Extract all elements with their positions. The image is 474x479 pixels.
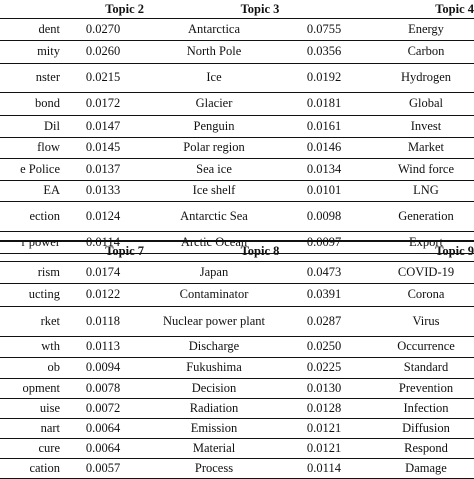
table-row <box>0 458 474 478</box>
keyword-cell: Penguin <box>193 118 235 133</box>
keyword-cell: EA <box>43 183 60 198</box>
weight-cell: 0.0287 <box>306 313 342 328</box>
weight-cell: 0.0128 <box>306 400 342 415</box>
keyword-cell: Fukushima <box>186 360 242 375</box>
weight-cell: 0.0755 <box>306 21 342 36</box>
keyword-cell: cation <box>29 460 60 475</box>
keyword-cell: nart <box>40 420 60 435</box>
weight-cell: 0.0147 <box>85 118 121 133</box>
keyword-cell: Standard <box>403 360 449 375</box>
keyword-cell: Virus <box>412 313 440 328</box>
keyword-cell: Radiation <box>189 400 239 415</box>
table-row <box>0 261 474 283</box>
weight-cell: 0.0101 <box>306 183 342 198</box>
header-row <box>0 241 474 261</box>
weight-cell: 0.0121 <box>306 440 342 455</box>
keyword-cell: Energy <box>408 21 444 36</box>
weight-cell: 0.0124 <box>85 208 121 223</box>
weight-cell: 0.0134 <box>306 161 342 176</box>
keyword-cell: Occurrence <box>397 339 455 354</box>
keyword-cell: Hydrogen <box>401 70 451 85</box>
weight-cell: 0.0064 <box>85 440 121 455</box>
weight-cell: 0.0473 <box>306 264 342 279</box>
table-row <box>0 418 474 438</box>
topic-header: Topic 8 <box>240 243 280 258</box>
keyword-cell: Prevention <box>398 380 454 395</box>
table-row <box>0 283 474 306</box>
weight-cell: 0.0114 <box>307 460 341 475</box>
weight-cell: 0.0098 <box>306 208 342 223</box>
weight-cell: 0.0145 <box>85 140 121 155</box>
table-row <box>0 438 474 458</box>
keyword-cell: ucting <box>28 287 60 302</box>
table-row <box>0 18 474 40</box>
keyword-cell: Discharge <box>188 339 240 354</box>
weight-cell: 0.0113 <box>86 339 120 354</box>
weight-cell: 0.0057 <box>85 460 121 475</box>
keyword-cell: Diffusion <box>402 420 450 435</box>
table-row <box>0 398 474 418</box>
keyword-cell: dent <box>38 21 60 36</box>
keyword-cell: Invest <box>410 118 442 133</box>
keyword-cell: uise <box>39 400 60 415</box>
keyword-cell: flow <box>37 140 60 155</box>
weight-cell: 0.0172 <box>85 96 121 111</box>
weight-cell: 0.0391 <box>306 287 342 302</box>
topic-header: Topic 3 <box>240 1 280 16</box>
keyword-cell: Emission <box>190 420 238 435</box>
keyword-cell: Wind force <box>397 161 455 176</box>
weight-cell: 0.0122 <box>85 287 121 302</box>
keyword-cell: ection <box>29 208 60 223</box>
keyword-cell: mity <box>37 44 60 59</box>
weight-cell: 0.0260 <box>85 44 121 59</box>
weight-cell: 0.0356 <box>306 44 342 59</box>
weight-cell: 0.0118 <box>86 313 120 328</box>
table-row <box>0 40 474 63</box>
table-row <box>0 158 474 180</box>
keyword-cell: Damage <box>405 460 447 475</box>
keyword-cell: Market <box>407 140 445 155</box>
weight-cell: 0.0225 <box>306 360 342 375</box>
keyword-cell: Sea ice <box>196 161 232 176</box>
keyword-cell: Respond <box>404 440 448 455</box>
weight-cell: 0.0072 <box>85 400 121 415</box>
keyword-cell: Antarctic Sea <box>180 208 248 223</box>
keyword-cell: Decision <box>191 380 237 395</box>
table-rule <box>0 240 474 242</box>
keyword-cell: wth <box>41 339 60 354</box>
weight-cell: 0.0192 <box>306 70 342 85</box>
keyword-cell: Generation <box>398 208 454 223</box>
keyword-cell: e Police <box>20 161 60 176</box>
table-row <box>0 336 474 357</box>
weight-cell: 0.0137 <box>85 161 121 176</box>
topic-header: Topic 2 <box>105 1 144 16</box>
keyword-cell: LNG <box>413 183 439 198</box>
weight-cell: 0.0161 <box>306 118 342 133</box>
keyword-cell: Dil <box>44 118 60 133</box>
weight-cell: 0.0121 <box>306 420 342 435</box>
table-row <box>0 357 474 378</box>
weight-cell: 0.0181 <box>306 96 342 111</box>
keyword-cell: COVID-19 <box>397 264 455 279</box>
keyword-cell: opment <box>22 380 60 395</box>
weight-cell: 0.0133 <box>85 183 121 198</box>
table-row <box>0 115 474 137</box>
weight-cell: 0.0250 <box>306 339 342 354</box>
keyword-cell: Ice shelf <box>192 183 236 198</box>
table-row <box>0 306 474 336</box>
weight-cell: 0.0064 <box>85 420 121 435</box>
keyword-cell: rket <box>40 313 60 328</box>
keyword-cell: Antarctica <box>187 21 241 36</box>
keyword-cell: North Pole <box>186 44 242 59</box>
keyword-cell: Carbon <box>407 44 445 59</box>
table-row <box>0 201 474 231</box>
keyword-cell: nster <box>35 70 60 85</box>
header-row <box>0 0 474 18</box>
table-row <box>0 378 474 398</box>
keyword-cell: rism <box>37 264 60 279</box>
keyword-cell: Ice <box>206 70 222 85</box>
topic-header: Topic 7 <box>105 243 144 258</box>
weight-cell: 0.0174 <box>85 264 121 279</box>
topic-header: Topic 4 <box>435 1 474 16</box>
keyword-cell: Global <box>408 96 444 111</box>
weight-cell: 0.0270 <box>85 21 121 36</box>
keyword-cell: Contaminator <box>179 287 249 302</box>
keyword-cell: Polar region <box>183 140 245 155</box>
keyword-cell: Nuclear power plant <box>162 313 266 328</box>
table-row <box>0 92 474 115</box>
keyword-cell: Infection <box>403 400 449 415</box>
weight-cell: 0.0130 <box>306 380 342 395</box>
keyword-cell: Material <box>192 440 236 455</box>
keyword-cell: Process <box>194 460 234 475</box>
table-row <box>0 137 474 158</box>
keyword-cell: bond <box>35 96 60 111</box>
keyword-cell: cure <box>38 440 60 455</box>
keyword-cell: ob <box>47 360 60 375</box>
keyword-cell: Japan <box>199 264 229 279</box>
keyword-cell: Glacier <box>195 96 233 111</box>
topic-header: Topic 9 <box>435 243 474 258</box>
keyword-cell: Corona <box>407 287 445 302</box>
weight-cell: 0.0078 <box>85 380 121 395</box>
table-row <box>0 63 474 92</box>
weight-cell: 0.0094 <box>85 360 121 375</box>
weight-cell: 0.0215 <box>85 70 121 85</box>
weight-cell: 0.0146 <box>306 140 342 155</box>
table-row <box>0 180 474 201</box>
